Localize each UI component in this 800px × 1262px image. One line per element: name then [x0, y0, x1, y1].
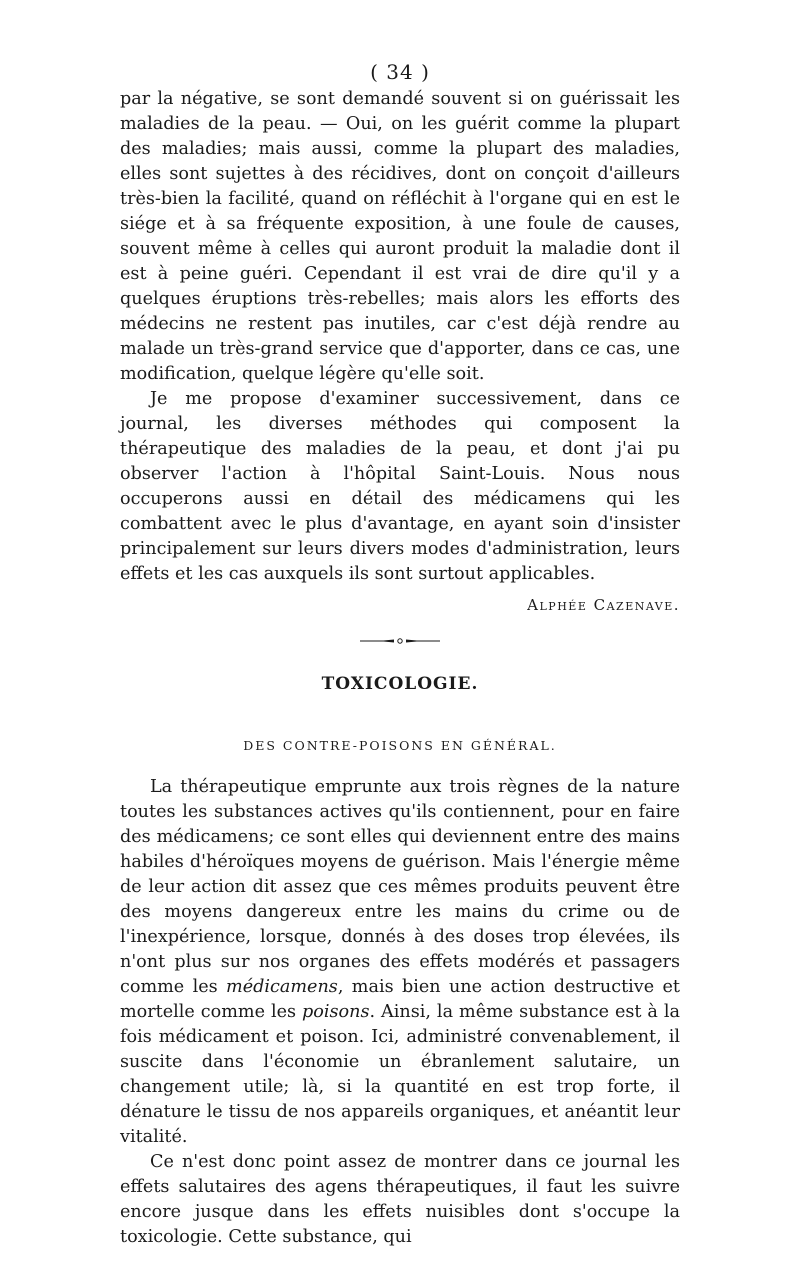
paragraph-toxicology-journal: Ce n'est donc point assez de montrer dans ce journal les effets salutaires des agens thérapeutiques, il faut les suivre encore jusque dans les effets nuisibles dont s'occupe la toxicologie. Cette substance, qui [120, 1152, 680, 1247]
paragraph-journal-methods: Je me propose d'examiner successivement, dans ce journal, les diverses méthodes qui composent la thérapeutique des maladies de la peau, et dont j'ai pu observer l'action à l'hôpital Saint-Louis. Nous nous occuperons aussi en détail des médicamens qui les combattent avec le plus d'avantage, en ayant soin d'insister principalement sur leurs divers modes d'administration, leurs effets et les cas auxquels ils sont surtout applicables. [120, 389, 680, 584]
section-title: TOXICOLOGIE. [321, 674, 479, 694]
paragraph-therapeutics-poisons [120, 775, 680, 1150]
author-signature: Alphée Cazenave. [527, 596, 680, 614]
book-page [120, 60, 680, 1250]
paragraph-text-part-3: . Ainsi, la même substance est à la fois médicament et poison. Ici, administré convenablement, il suscite dans l'économie un ébranlement salutaire, un changement utile; là, si la quantité en est trop forte, il dénature le tissu de nos appareils organiques, et anéantit leur vitalité. [120, 1002, 680, 1147]
ornamental-divider [360, 638, 440, 644]
subsection-title: DES CONTRE-POISONS EN GÉNÉRAL. [243, 738, 557, 753]
italic-term-medicamens: médicamens [226, 977, 338, 997]
paragraph-skin-diseases-recurrence: par la négative, se sont demandé souvent si on guérissait les maladies de la peau. — Oui, on les guérit comme la plupart des maladies; mais aussi, comme la plupart des maladies, elles sont sujettes à des récidives, dont on conçoit d'ailleurs très-bien la facilité, quand on réfléchit à l'organe qui en est le siége et à sa fréquente exposition, à une foule de causes, souvent même à celles qui auront produit la maladie dont il est à peine guéri. Cependant il est vrai de dire qu'il y a quelques éruptions très-rebelles; mais alors les efforts des médecins ne restent pas inutiles, car c'est déjà rendre au malade un très-grand service que d'apporter, dans ce cas, une modification, quelque légère qu'elle soit. [120, 89, 680, 384]
page-number: ( 34 ) [370, 60, 430, 84]
paragraph-text-part-1: La thérapeutique emprunte aux trois règnes de la nature toutes les substances actives qu'ils contiennent, pour en faire des médicamens; ce sont elles qui deviennent entre des mains habiles d'héroïques moyens de guérison. Mais l'énergie même de leur action dit assez que ces mêmes produits peuvent être des moyens dangereux entre les mains du crime ou de l'inexpérience, lorsque, donnés à des doses trop élevées, ils n'ont plus sur nos organes des effets modérés et passagers comme les [120, 777, 680, 997]
italic-term-poisons: poisons [302, 1002, 370, 1022]
paragraph-text-part-2: , mais bien une action destructive et mortelle comme les [120, 977, 681, 1022]
